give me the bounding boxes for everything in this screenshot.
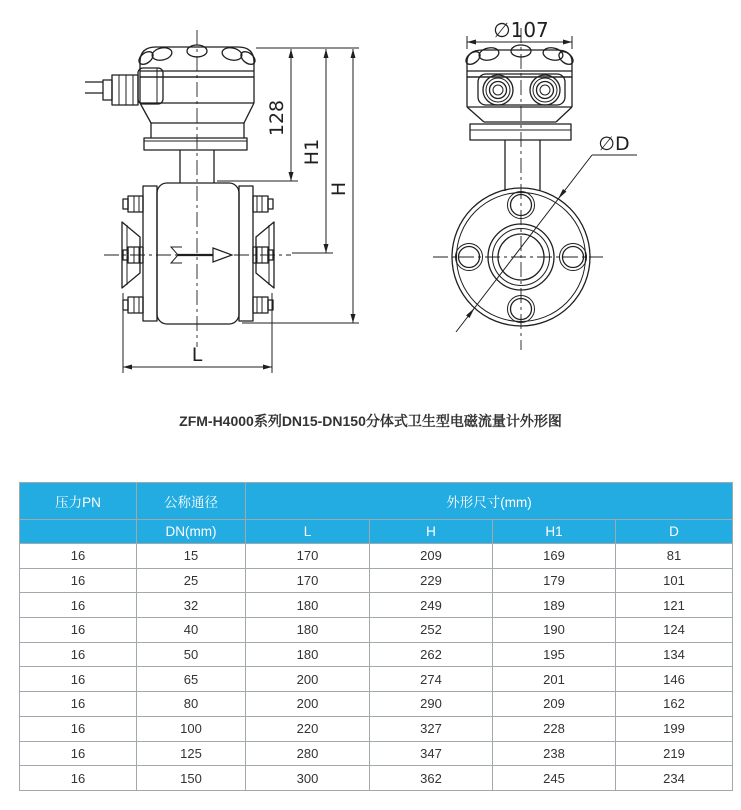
dim-label-128: 128: [266, 99, 288, 137]
cell-dn: 15: [137, 544, 246, 569]
cell-h1: 245: [493, 766, 616, 791]
cell-h: 274: [370, 667, 493, 692]
cell-h: 249: [370, 593, 493, 618]
cell-dn: 25: [137, 568, 246, 593]
table-header: [20, 483, 733, 544]
conduit-entry: [138, 68, 163, 104]
cell-l: 220: [246, 716, 370, 741]
table-row: [20, 716, 733, 741]
cell-h: 362: [370, 766, 493, 791]
cell-h: 252: [370, 618, 493, 643]
cell-pn: 16: [20, 544, 137, 569]
cable-connector-right: [530, 75, 560, 105]
cell-d: 234: [616, 766, 733, 791]
header-cell-empty: [20, 520, 137, 544]
cell-l: 180: [246, 618, 370, 643]
front-view-dimensions: [456, 18, 637, 332]
dim-label-phid: ∅D: [598, 133, 630, 155]
dim-label-h1: H1: [301, 138, 323, 166]
cable-connector-left: [483, 75, 513, 105]
cell-h1: 169: [493, 544, 616, 569]
cell-pn: 16: [20, 568, 137, 593]
table-row: [20, 568, 733, 593]
cell-l: 200: [246, 692, 370, 717]
header-pressure: 压力PN: [20, 483, 137, 520]
cell-dn: 100: [137, 716, 246, 741]
cell-h: 229: [370, 568, 493, 593]
cell-h: 327: [370, 716, 493, 741]
cell-pn: 16: [20, 667, 137, 692]
cell-h1: 201: [493, 667, 616, 692]
cell-h: 262: [370, 642, 493, 667]
cell-l: 300: [246, 766, 370, 791]
table-row: [20, 593, 733, 618]
dim-label-phi107: ∅107: [493, 18, 549, 42]
cell-pn: 16: [20, 741, 137, 766]
cell-d: 81: [616, 544, 733, 569]
cell-d: 146: [616, 667, 733, 692]
cell-l: 180: [246, 642, 370, 667]
cell-d: 219: [616, 741, 733, 766]
cell-l: 180: [246, 593, 370, 618]
cell-pn: 16: [20, 642, 137, 667]
cell-dn: 150: [137, 766, 246, 791]
table-row: [20, 741, 733, 766]
dimension-table: [19, 482, 733, 791]
cell-h1: 209: [493, 692, 616, 717]
front-view-drawing: [433, 18, 637, 350]
cell-pn: 16: [20, 593, 137, 618]
header-col-l: L: [246, 520, 370, 544]
header-dims-group: 外形尺寸(mm): [246, 483, 733, 520]
cell-h1: 228: [493, 716, 616, 741]
cell-h: 290: [370, 692, 493, 717]
cell-d: 162: [616, 692, 733, 717]
drawing-caption: ZFM-H4000系列DN15-DN150分体式卫生型电磁流量计外形图: [179, 413, 562, 429]
sensor-body: [122, 183, 274, 324]
header-col-h1: H1: [493, 520, 616, 544]
cell-dn: 65: [137, 667, 246, 692]
transmitter-head-front: [464, 45, 576, 191]
cell-h: 209: [370, 544, 493, 569]
header-dn-unit: DN(mm): [137, 520, 246, 544]
cell-pn: 16: [20, 766, 137, 791]
cell-h1: 195: [493, 642, 616, 667]
table-row: [20, 667, 733, 692]
cell-pn: 16: [20, 692, 137, 717]
cell-pn: 16: [20, 716, 137, 741]
side-view-dimensions: [123, 48, 359, 373]
cell-h1: 179: [493, 568, 616, 593]
cell-dn: 125: [137, 741, 246, 766]
cell-h1: 238: [493, 741, 616, 766]
cell-h1: 190: [493, 618, 616, 643]
cell-dn: 50: [137, 642, 246, 667]
dim-label-l: L: [191, 344, 203, 366]
table-row: [20, 618, 733, 643]
cell-l: 200: [246, 667, 370, 692]
table-row: [20, 642, 733, 667]
cell-d: 199: [616, 716, 733, 741]
cell-l: 280: [246, 741, 370, 766]
cell-dn: 80: [137, 692, 246, 717]
cell-d: 121: [616, 593, 733, 618]
side-view-drawing: [85, 30, 359, 373]
cell-d: 124: [616, 618, 733, 643]
cell-h: 347: [370, 741, 493, 766]
header-col-d: D: [616, 520, 733, 544]
cell-l: 170: [246, 544, 370, 569]
cell-l: 170: [246, 568, 370, 593]
cell-dn: 40: [137, 618, 246, 643]
cell-dn: 32: [137, 593, 246, 618]
table-row: [20, 766, 733, 791]
header-dn-title: 公称通径: [137, 483, 246, 520]
header-col-h: H: [370, 520, 493, 544]
table-row: [20, 692, 733, 717]
flow-direction-arrow: [171, 247, 232, 263]
cell-pn: 16: [20, 618, 137, 643]
dim-label-h: H: [328, 181, 350, 197]
cell-d: 134: [616, 642, 733, 667]
cell-h1: 189: [493, 593, 616, 618]
cell-d: 101: [616, 568, 733, 593]
cable-gland: [103, 80, 112, 100]
table-row: [20, 544, 733, 569]
